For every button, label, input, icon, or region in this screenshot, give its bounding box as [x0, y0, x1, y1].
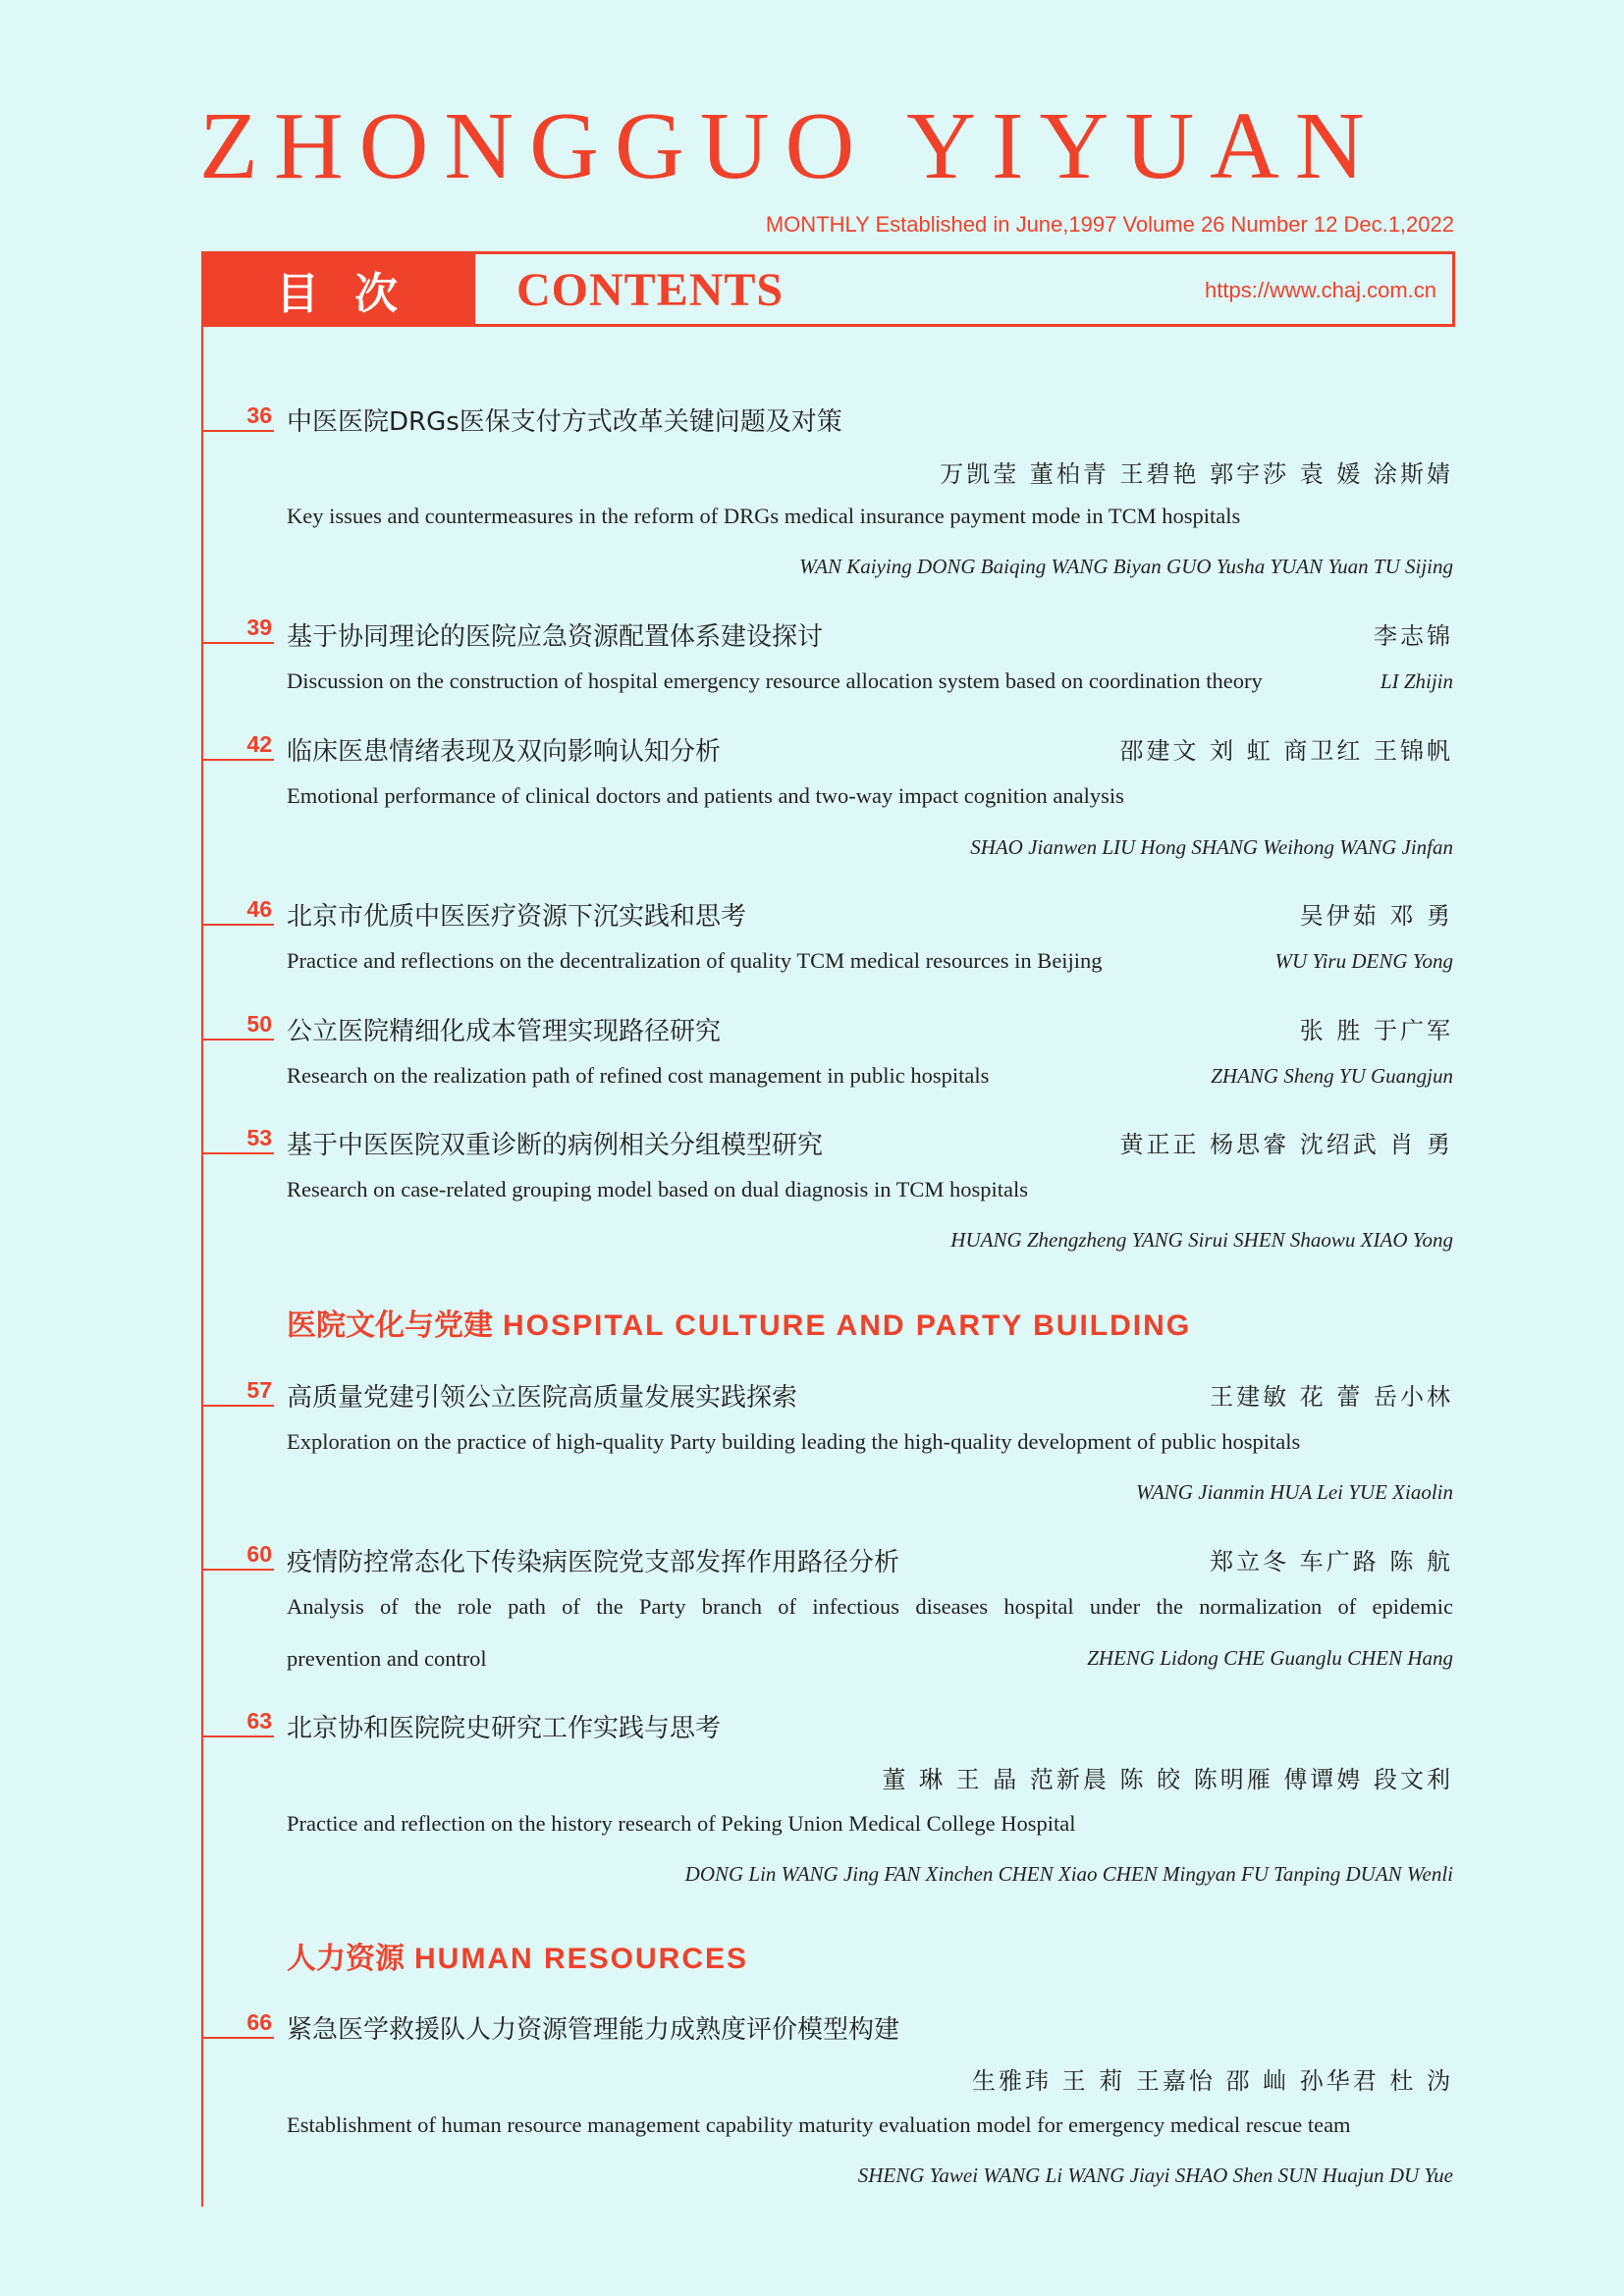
article-cn-title[interactable]: 基于中医医院双重诊断的病例相关分组模型研究	[287, 1131, 824, 1160]
page-number[interactable]: 50	[201, 1011, 274, 1041]
article-cn-title[interactable]: 高质量党建引领公立医院高质量发展实践探索	[287, 1383, 798, 1413]
section-en: HOSPITAL CULTURE AND PARTY BUILDING	[503, 1309, 1192, 1342]
article-en-authors: SHAO Jianwen LIU Hong SHANG Weihong WANG Jinfan	[970, 835, 1453, 859]
contents-cn-label: 目次	[204, 254, 475, 324]
page-number[interactable]: 66	[201, 2009, 274, 2039]
section-en: HUMAN RESOURCES	[414, 1943, 749, 1975]
article-en-authors: ZHENG Lidong CHE Guanglu CHEN Hang	[1087, 1646, 1453, 1670]
article-cn-authors: 李志锦	[1374, 622, 1453, 650]
section-heading	[287, 1301, 1191, 1344]
article-cn-title[interactable]: 基于协同理论的医院应急资源配置体系建设探讨	[287, 622, 824, 652]
article-en-title[interactable]: Emotional performance of clinical doctors and patients and two-way impact cognition analysis	[287, 783, 1124, 808]
page-number[interactable]: 36	[201, 402, 274, 432]
article-cn-authors: 生雅玮 王 莉 王嘉怡 邵 屾 孙华君 杜 沩	[971, 2067, 1453, 2095]
page-number[interactable]: 63	[201, 1708, 274, 1737]
article-cn-authors: 郑立冬 车广路 陈 航	[1210, 1548, 1453, 1575]
article-cn-title[interactable]: 中医医院DRGs医保支付方式改革关键问题及对策	[287, 407, 842, 437]
page-number[interactable]: 46	[201, 896, 274, 926]
article-en-title[interactable]: Key issues and countermeasures in the reform of DRGs medical insurance payment mode in TCM hospitals	[287, 504, 1241, 528]
article-en-authors: ZHANG Sheng YU Guangjun	[1211, 1064, 1453, 1088]
article-en-title[interactable]: Exploration on the practice of high-quality Party building leading the high-quality development of public hospitals	[287, 1429, 1301, 1454]
article-en-title[interactable]: Research on the realization path of refined cost management in public hospitals	[287, 1063, 990, 1088]
article-en-authors: SHENG Yawei WANG Li WANG Jiayi SHAO Shen SUN Huajun DU Yue	[857, 2163, 1453, 2187]
article-cn-authors: 张 胜 于广军	[1299, 1017, 1453, 1044]
journal-url-link[interactable]: https://www.chaj.com.cn	[1205, 278, 1436, 302]
article-cn-title[interactable]: 北京市优质中医医疗资源下沉实践和思考	[287, 902, 747, 932]
article-cn-title[interactable]: 公立医院精细化成本管理实现路径研究	[287, 1017, 722, 1046]
article-cn-authors: 黄正正 杨思睿 沈绍武 肖 勇	[1119, 1131, 1453, 1158]
left-rule	[201, 327, 203, 2207]
article-cn-title[interactable]: 疫情防控常态化下传染病医院党支部发挥作用路径分析	[287, 1548, 900, 1577]
article-en-title-line1[interactable]: Analysis of the role path of the Party branch of infectious diseases hospital under the normalization of epidemic	[287, 1594, 1453, 1619]
page-number[interactable]: 42	[201, 731, 274, 761]
article-cn-title[interactable]: 临床医患情绪表现及双向影响认知分析	[287, 737, 722, 767]
article-cn-authors: 吴伊茹 邓 勇	[1299, 902, 1453, 930]
article-cn-title[interactable]: 紧急医学救援队人力资源管理能力成熟度评价模型构建	[287, 2015, 900, 2045]
issue-info: MONTHLY Established in June,1997 Volume 26 Number 12 Dec.1,2022	[765, 212, 1454, 237]
page-number[interactable]: 53	[201, 1125, 274, 1154]
article-en-authors: WANG Jianmin HUA Lei YUE Xiaolin	[1135, 1480, 1453, 1504]
article-en-authors: WU Yiru DENG Yong	[1274, 949, 1453, 973]
article-cn-title[interactable]: 北京协和医院院史研究工作实践与思考	[287, 1714, 722, 1743]
article-en-title[interactable]: Research on case-related grouping model based on dual diagnosis in TCM hospitals	[287, 1177, 1029, 1201]
article-cn-authors: 董 琳 王 晶 范新晨 陈 皎 陈明雁 傅谭娉 段文利	[882, 1766, 1453, 1793]
article-en-authors: DONG Lin WANG Jing FAN Xinchen CHEN Xiao CHEN Mingyan FU Tanping DUAN Wenli	[684, 1862, 1453, 1886]
article-en-title[interactable]: Establishment of human resource management capability maturity evaluation model for emergency medical rescue team	[287, 2112, 1351, 2137]
section-heading	[287, 1934, 748, 1977]
section-cn: 人力资源	[287, 1942, 405, 1976]
article-en-title-line2[interactable]: prevention and control	[287, 1646, 487, 1671]
article-en-title[interactable]: Practice and reflections on the decentralization of quality TCM medical resources in Beijing	[287, 948, 1103, 973]
article-cn-authors: 王建敏 花 蕾 岳小林	[1210, 1383, 1453, 1411]
contents-banner	[201, 251, 1455, 327]
section-cn: 医院文化与党建	[287, 1308, 493, 1343]
article-cn-authors: 万凯莹 董柏青 王碧艳 郭宇莎 袁 媛 涂斯婧	[940, 460, 1453, 488]
contents-en-label: CONTENTS	[516, 264, 785, 316]
article-en-title[interactable]: Practice and reflection on the history research of Peking Union Medical College Hospital	[287, 1811, 1076, 1836]
article-en-authors: HUANG Zhengzheng YANG Sirui SHEN Shaowu XIAO Yong	[950, 1228, 1453, 1252]
journal-masthead: ZHONGGUO YIYUAN	[199, 93, 1380, 199]
page-number[interactable]: 57	[201, 1377, 274, 1407]
article-en-authors: LI Zhijin	[1380, 669, 1453, 693]
page-number[interactable]: 60	[201, 1541, 274, 1571]
article-cn-authors: 邵建文 刘 虹 商卫红 王锦帆	[1119, 737, 1453, 765]
article-en-title[interactable]: Discussion on the construction of hospital emergency resource allocation system based on coordination theory	[287, 668, 1263, 693]
page-number[interactable]: 39	[201, 614, 274, 644]
article-en-authors: WAN Kaiying DONG Baiqing WANG Biyan GUO Yusha YUAN Yuan TU Sijing	[799, 555, 1453, 578]
